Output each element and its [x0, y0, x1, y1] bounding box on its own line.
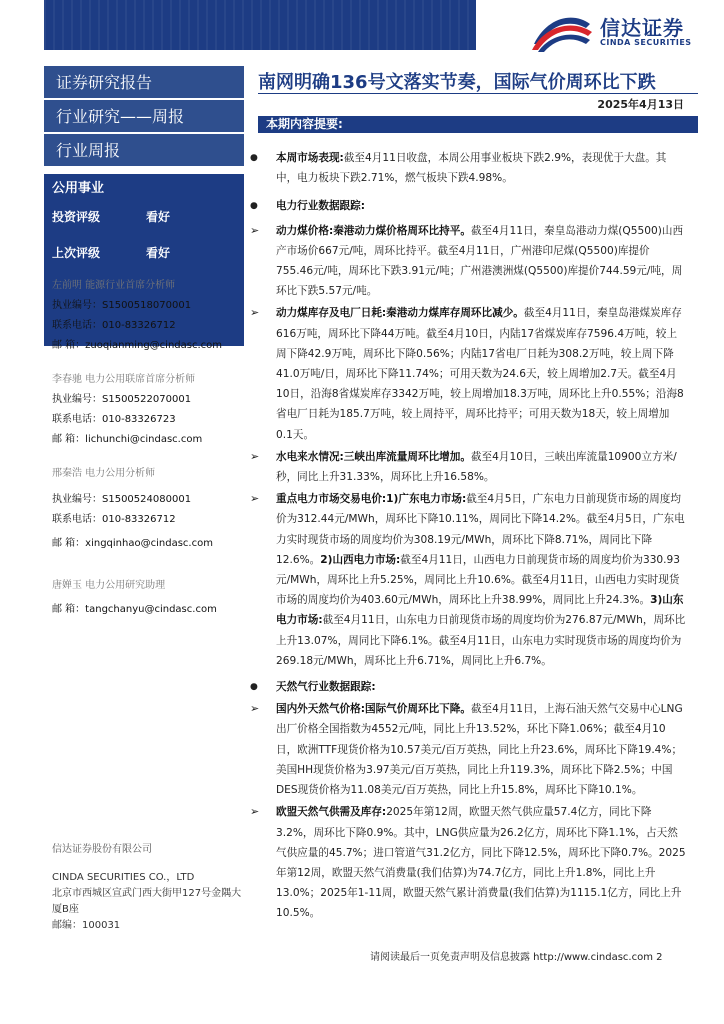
report-type: 证券研究报告 [44, 66, 244, 100]
company-address: 北京市西城区宣武门西大街甲127号金隅大厦B座 [52, 888, 242, 915]
paragraph-text: 截至4月10日，三峡出库流量10900立方米/秒，同比上升31.33%，周环比上升16.58%。 [276, 450, 677, 484]
report-subcategory: 行业周报 [44, 134, 244, 168]
arrow-bullet-icon: ➢ [250, 223, 260, 237]
gas-section-heading [250, 677, 686, 697]
company-name-en: CINDA SECURITIES CO.，LTD [52, 872, 195, 883]
power-section-heading [250, 196, 686, 216]
analyst-3 [52, 464, 244, 554]
page-footer: 请阅读最后一页免责声明及信息披露 http://www.cindasc.com 2 [370, 952, 663, 963]
title-divider [258, 93, 698, 94]
company-name-cn: 信达证券股份有限公司 [52, 844, 152, 855]
eu-gas-paragraph [250, 802, 686, 923]
arrow-bullet-icon: ➢ [250, 449, 260, 463]
paragraph-text: 截至4月11日，山东电力日前现货市场的周度均价为276.87元/MWh，周环比上升13.07%，周同比下降6.1%。截至4月11日，山东电力实时现货市场的周度均价为269.18元/MWh，周环比上升6.71%，周同比上升6.7%。 [276, 614, 686, 667]
analyst-email[interactable]: 邮 箱：xingqinhao@cindasc.com [52, 538, 213, 549]
paragraph-text: 截至4月11日，上海石油天然气交易中心LNG出厂价格全国指数为4552元/吨，同比上升13.52%，环比下降1.06%；截至4月10日，欧洲TTF现货价格为10.57美元/百万英热，同比上升23.6%，周环比下降19.4%；美国HH现货价格为3.97美元/百万英热，同比上升119.3%，周环比下降2.5%；中国DES现货价格为11.08美元/百万英热，同比上升15.8%，周环比下降10.1%。 [276, 703, 683, 797]
prev-rating-value: 看好 [146, 246, 171, 260]
arrow-bullet-icon: ➢ [250, 492, 260, 506]
company-info [52, 842, 244, 934]
top-banner [44, 0, 476, 50]
hydro-paragraph [250, 447, 686, 487]
company-postcode: 邮编：100031 [52, 920, 121, 931]
prev-rating-label: 上次评级 [52, 246, 101, 260]
bullet-icon: ● [250, 153, 258, 163]
summary-header: 本期内容提要: [258, 116, 698, 133]
analyst-title: 唐婵玉 电力公用研究助理 [52, 580, 166, 591]
analyst-phone: 联系电话：010-83326712 [52, 320, 176, 331]
bullet-icon: ● [250, 682, 258, 693]
arrow-bullet-icon: ➢ [250, 805, 260, 819]
paragraph-label: 动力煤价格:秦港动力煤价格周环比持平。 [276, 224, 471, 237]
report-category: 行业研究——周报 [44, 100, 244, 134]
paragraph-text: 截至4月11日，秦皇岛港煤炭库存616万吨，周环比下降44万吨。截至4月10日，内陆17省煤炭库存7596.4万吨，较上周下降42.9万吨，周环比下降0.56%；内陆17省电厂日耗为308.2万吨，较上周下降41.0万吨/日，周环比下降11.74%；可用天数为24.6天，较上周增加2.7天。截至4月10日，沿海8省煤炭库存3342万吨，较上周增加18.3万吨，周环比上升0.55%；沿海8省电厂日耗为185.7万吨，较上周持平，周环比持平；可用天数为18天，较上周增加0.1天。 [276, 307, 684, 441]
analyst-license: 执业编号：S1500522070001 [52, 394, 192, 405]
paragraph-label: 水电来水情况:三峡出库流量周环比增加。 [276, 450, 471, 463]
section-title: 电力行业数据跟踪: [276, 200, 365, 213]
paragraph-label: 3)山东电力市场: [276, 594, 684, 627]
analyst-email[interactable]: 邮 箱：zuoqianming@cindasc.com [52, 340, 223, 351]
paragraph-label: 本周市场表现: [276, 152, 344, 164]
coal-stock-paragraph [250, 303, 686, 444]
paragraph-text: 2025年第12周，欧盟天然气供应量57.4亿方，同比下降3.2%，周环比下降0.9%。其中，LNG供应量为26.2亿方，周环比下降1.1%，占天然气供应量的45.7%；进口管道气31.2亿方，同比下降12.5%，周环比下降0.7%。2025年第12周，欧盟天然气消费量(我们估算)为74.7亿方，同比上升1.8%，同比上升13.0%；2025年1-11周，欧盟天然气累计消费量(我们估算)为1115.1亿方，同比上升10.5%。 [276, 806, 686, 920]
company-logo [530, 14, 705, 50]
analyst-title: 邢秦浩 电力公用分析师 [52, 468, 156, 479]
sidebar [44, 66, 244, 966]
paragraph-text: 截至4月11日收盘，本周公用事业板块下跌2.9%，表现优于大盘。其中，电力板块下跌2.71%，燃气板块下跌4.98%。 [276, 152, 667, 185]
rating-label: 投资评级 [52, 210, 101, 224]
analyst-4 [52, 576, 244, 620]
analyst-email[interactable]: 邮 箱：tangchanyu@cindasc.com [52, 604, 217, 615]
analyst-1 [52, 276, 244, 356]
paragraph-text: 截至4月11日，秦皇岛港动力煤(Q5500)山西产市场价667元/吨，周环比持平。截至4月11日，广州港印尼煤(Q5500)库提价755.46元/吨，周环比下跌3.91元/吨；广州港澳洲煤(Q5500)库提价744.59元/吨，周环比下跌5.57元/吨。 [276, 224, 684, 298]
report-date: 2025年4月13日 [597, 98, 684, 111]
sector-name: 公用事业 [52, 181, 105, 196]
arrow-bullet-icon: ➢ [250, 702, 260, 716]
market-paragraph [250, 148, 686, 188]
paragraph-label: 国内外天然气价格:国际气价周环比下降。 [276, 703, 471, 716]
analyst-license: 执业编号：S1500518070001 [52, 300, 192, 311]
bullet-icon: ● [250, 201, 258, 212]
analyst-title: 李春驰 电力公用联席首席分析师 [52, 374, 196, 385]
logo-text-en: CINDA SECURITIES [600, 38, 692, 47]
spot-price-paragraph [250, 489, 686, 671]
paragraph-label: 2)山西电力市场: [320, 553, 401, 566]
paragraph-text: 截至4月5日，广东电力日前现货市场的周度均价为312.44元/MWh，周环比下降10.11%，周同比下降14.2%。截至4月5日，广东电力实时现货市场的周度均价为308.19元/MWh，周环比下降8.71%，周同比下降12.6%。 [276, 493, 685, 566]
paragraph-text: 截至4月11日，山西电力日前现货市场的周度均价为330.93元/MWh，周环比上升5.25%，周同比上升10.6%。截至4月11日，山西电力实时现货市场的周度均价为403.60元/MWh，周环比上升38.99%，周同比上升24.3%。 [276, 553, 681, 607]
analyst-license: 执业编号：S1500524080001 [52, 494, 192, 505]
report-body [250, 148, 686, 924]
analyst-phone: 联系电话：010-83326723 [52, 414, 176, 425]
section-title: 天然气行业数据跟踪: [276, 681, 376, 694]
arrow-bullet-icon: ➢ [250, 306, 260, 320]
page-title: 南网明确136号文落实节奏，国际气价周环比下跌 [258, 72, 656, 93]
coal-price-paragraph [250, 221, 686, 302]
paragraph-label: 动力煤库存及电厂日耗:秦港动力煤库存周环比减少。 [276, 307, 524, 320]
analyst-title: 左前明 能源行业首席分析师 [52, 280, 176, 291]
analyst-phone: 联系电话：010-83326712 [52, 514, 176, 525]
paragraph-label: 重点电力市场交易电价:1)广东电力市场: [276, 493, 467, 506]
analyst-2 [52, 370, 244, 450]
gas-price-paragraph [250, 699, 686, 800]
analyst-email[interactable]: 邮 箱：lichunchi@cindasc.com [52, 434, 203, 445]
logo-text-cn: 信达证券 [600, 16, 684, 40]
rating-value: 看好 [146, 210, 171, 224]
paragraph-label: 欧盟天然气供需及库存: [276, 806, 387, 819]
cinda-logo-icon [530, 14, 594, 54]
analyst-list [52, 276, 244, 620]
